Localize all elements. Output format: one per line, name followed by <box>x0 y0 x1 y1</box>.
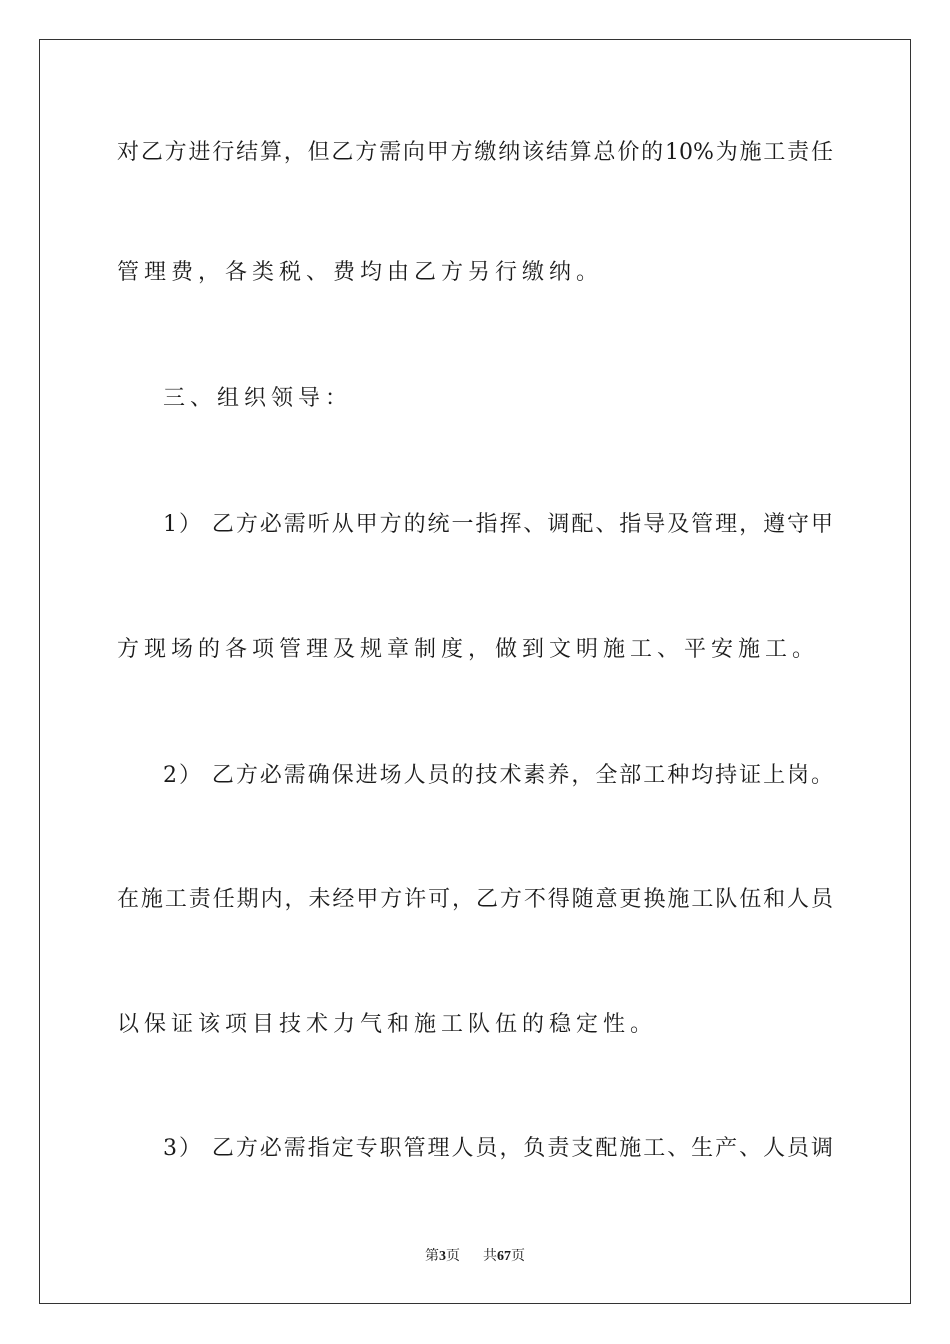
section-heading: 三、组织领导： <box>163 386 353 411</box>
footer-total-suffix: 页 <box>510 1248 525 1264</box>
list-item-3: 3） 乙方必需指定专职管理人员，负责支配施工、生产、人员调 <box>163 1136 833 1161</box>
footer-total-prefix: 共 <box>482 1248 497 1264</box>
page-border <box>39 39 911 1304</box>
footer-page-number: 3 <box>439 1249 447 1264</box>
body-text-line: 管理费，各类税、费均由乙方另行缴纳。 <box>117 260 604 285</box>
body-text-line: 方现场的各项管理及规章制度，做到文明施工、平安施工。 <box>117 637 820 662</box>
footer-page-suffix: 页 <box>446 1248 461 1264</box>
body-text-line: 在施工责任期内，未经甲方许可，乙方不得随意更换施工队伍和人员 <box>117 887 833 912</box>
list-item-1: 1） 乙方必需听从甲方的统一指挥、调配、指导及管理，遵守甲 <box>163 512 833 537</box>
body-text-line: 以保证该项目技术力气和施工队伍的稳定性。 <box>117 1012 658 1037</box>
footer-page-prefix: 第 <box>425 1248 440 1264</box>
list-item-2: 2） 乙方必需确保进场人员的技术素养，全部工种均持证上岗。 <box>163 763 833 788</box>
body-text-line: 对乙方进行结算，但乙方需向甲方缴纳该结算总价的10%为施工责任 <box>117 140 833 165</box>
footer-total-pages: 67 <box>496 1249 511 1264</box>
page-footer <box>0 1247 950 1266</box>
